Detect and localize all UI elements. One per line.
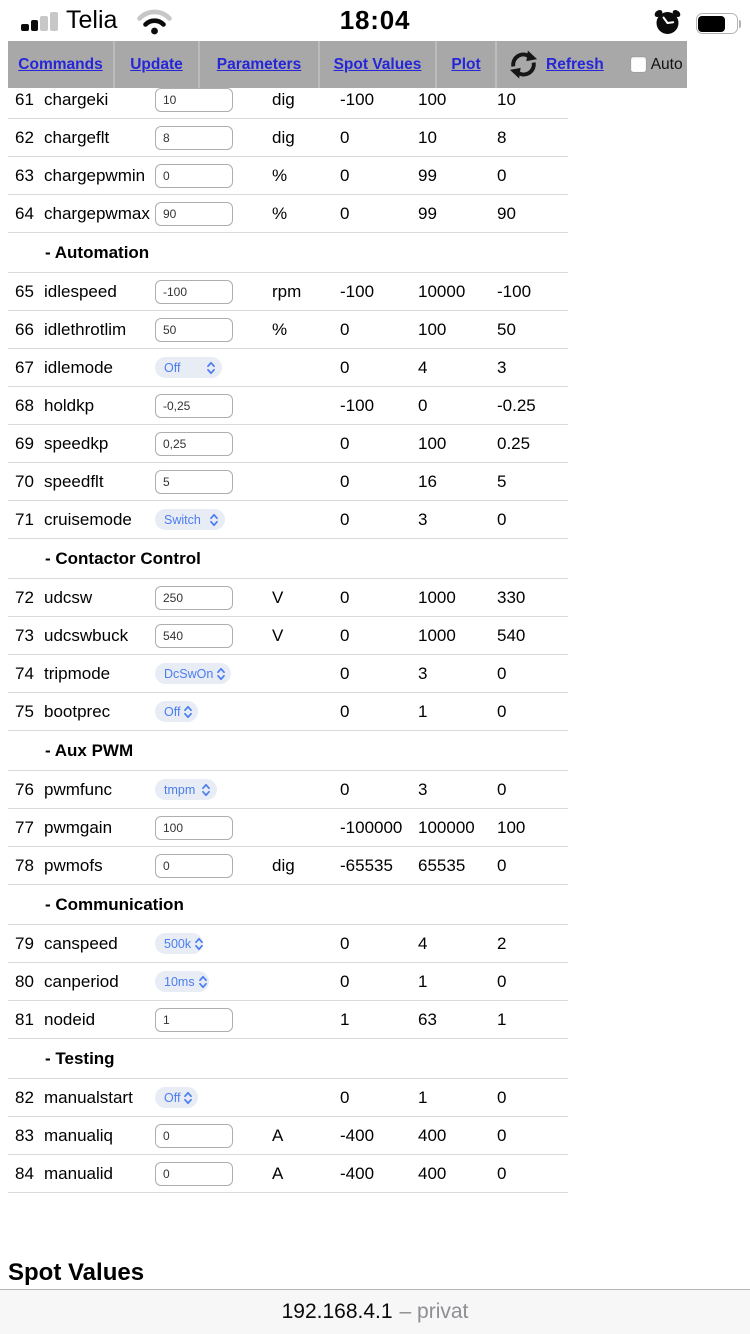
- param-value-select[interactable]: [155, 701, 198, 722]
- param-control-cell: [155, 318, 272, 342]
- param-control-cell: [155, 394, 272, 418]
- param-max: 3: [418, 663, 428, 683]
- parameter-row: [8, 425, 568, 463]
- section-header: - Communication: [8, 885, 568, 925]
- param-default: 540: [497, 625, 526, 645]
- param-default: 100: [497, 817, 526, 837]
- nav-link-commands[interactable]: Commands: [18, 55, 103, 73]
- param-name: chargeflt: [44, 127, 110, 147]
- param-number: 63: [15, 165, 34, 185]
- param-min: 0: [340, 779, 350, 799]
- param-value-select[interactable]: [155, 357, 222, 378]
- param-value-input[interactable]: [155, 1162, 233, 1186]
- param-min: -400: [340, 1163, 375, 1183]
- param-control-cell: [155, 701, 272, 722]
- section-header: - Aux PWM: [8, 731, 568, 771]
- status-bar: [0, 0, 750, 40]
- param-number: 62: [15, 127, 34, 147]
- select-chevron-icon: [195, 937, 203, 951]
- param-name: canspeed: [44, 933, 118, 953]
- param-default: 0: [497, 165, 507, 185]
- section-header: - Testing: [8, 1039, 568, 1079]
- param-name: bootprec: [44, 701, 111, 721]
- param-min: 0: [340, 587, 350, 607]
- parameter-row: [8, 925, 568, 963]
- param-value-input[interactable]: [155, 432, 233, 456]
- param-control-cell: [155, 933, 272, 954]
- param-number: 70: [15, 471, 34, 491]
- param-control-cell: [155, 816, 272, 840]
- param-max: 1: [418, 971, 428, 991]
- select-value-label: 500k: [164, 936, 192, 951]
- param-unit: V: [272, 587, 284, 607]
- param-number: 80: [15, 971, 34, 991]
- param-control-cell: [155, 357, 272, 378]
- param-min: -400: [340, 1125, 375, 1145]
- param-default: 90: [497, 203, 516, 223]
- param-max: 1000: [418, 587, 456, 607]
- nav-link-parameters[interactable]: Parameters: [216, 55, 302, 73]
- param-max: 16: [418, 471, 437, 491]
- param-value-select[interactable]: [155, 933, 203, 954]
- parameter-row: [8, 463, 568, 501]
- navbar: [8, 41, 687, 88]
- param-control-cell: [155, 470, 272, 494]
- param-number: 65: [15, 281, 34, 301]
- param-min: 0: [340, 203, 350, 223]
- param-unit: dig: [272, 89, 295, 109]
- param-value-input[interactable]: [155, 586, 233, 610]
- param-unit: %: [272, 203, 288, 223]
- param-control-cell: [155, 164, 272, 188]
- url-privacy-label: – privat: [399, 1300, 469, 1323]
- param-value-input[interactable]: [155, 470, 233, 494]
- param-default: 0: [497, 663, 507, 683]
- parameter-row: [8, 501, 568, 539]
- param-number: 68: [15, 395, 34, 415]
- param-default: -100: [497, 281, 532, 301]
- select-value-label: tmpm: [164, 782, 196, 797]
- param-number: 71: [15, 509, 34, 529]
- param-control-cell: [155, 509, 272, 530]
- param-min: -100: [340, 89, 375, 109]
- param-value-input[interactable]: [155, 1124, 233, 1148]
- param-max: 63: [418, 1009, 437, 1029]
- param-value-input[interactable]: [155, 126, 233, 150]
- parameter-row: [8, 387, 568, 425]
- param-value-input[interactable]: [155, 394, 233, 418]
- param-number: 75: [15, 701, 34, 721]
- param-number: 84: [15, 1163, 34, 1183]
- spot-values-heading: Spot Values: [8, 1259, 145, 1286]
- select-chevron-icon: [210, 513, 218, 527]
- param-unit: rpm: [272, 281, 302, 301]
- param-default: 0: [497, 1087, 507, 1107]
- param-name: manualstart: [44, 1087, 133, 1107]
- param-unit: A: [272, 1163, 284, 1183]
- param-name: cruisemode: [44, 509, 132, 529]
- parameter-row: [8, 195, 568, 233]
- param-number: 72: [15, 587, 34, 607]
- battery-level: [698, 16, 725, 32]
- url-bar[interactable]: [0, 1289, 750, 1334]
- section-header: - Contactor Control: [8, 539, 568, 579]
- param-default: -0.25: [497, 395, 536, 415]
- parameter-table: [8, 81, 568, 1193]
- param-value-select[interactable]: [155, 663, 231, 684]
- param-name: canperiod: [44, 971, 119, 991]
- param-value-input[interactable]: [155, 164, 233, 188]
- param-control-cell: [155, 971, 272, 992]
- select-chevron-icon: [202, 783, 210, 797]
- param-max: 10: [418, 127, 437, 147]
- param-number: 69: [15, 433, 34, 453]
- parameter-row: [8, 771, 568, 809]
- param-default: 0.25: [497, 433, 531, 453]
- param-max: 100: [418, 433, 447, 453]
- param-max: 100: [418, 319, 447, 339]
- param-number: 82: [15, 1087, 34, 1107]
- param-name: pwmfunc: [44, 779, 113, 799]
- nav-link-plot[interactable]: Plot: [451, 55, 481, 73]
- param-unit: V: [272, 625, 284, 645]
- nav-link-update[interactable]: Update: [130, 55, 183, 73]
- select-chevron-icon: [184, 705, 192, 719]
- param-name: tripmode: [44, 663, 111, 683]
- param-value-input[interactable]: [155, 816, 233, 840]
- auto-label: Auto: [650, 55, 683, 73]
- param-default: 3: [497, 357, 507, 377]
- param-min: 0: [340, 701, 350, 721]
- url-host-label: 192.168.4.1: [281, 1300, 393, 1323]
- param-min: 0: [340, 625, 350, 645]
- param-unit: dig: [272, 855, 295, 875]
- parameter-row: [8, 693, 568, 731]
- parameter-row: [8, 809, 568, 847]
- param-max: 100: [418, 89, 447, 109]
- param-control-cell: [155, 1087, 272, 1108]
- param-name: manualiq: [44, 1125, 113, 1145]
- param-min: 0: [340, 357, 350, 377]
- select-chevron-icon: [184, 1091, 192, 1105]
- param-name: speedflt: [44, 471, 104, 491]
- param-max: 4: [418, 357, 428, 377]
- param-max: 0: [418, 395, 428, 415]
- param-default: 0: [497, 855, 507, 875]
- param-min: 0: [340, 1087, 350, 1107]
- alarm-icon: [654, 8, 681, 36]
- param-number: 77: [15, 817, 34, 837]
- param-name: nodeid: [44, 1009, 96, 1029]
- param-number: 81: [15, 1009, 34, 1029]
- parameter-row: [8, 349, 568, 387]
- param-number: 79: [15, 933, 34, 953]
- param-max: 3: [418, 509, 428, 529]
- param-control-cell: [155, 280, 272, 304]
- param-number: 61: [15, 89, 34, 109]
- param-name: udcsw: [44, 587, 93, 607]
- param-default: 0: [497, 779, 507, 799]
- param-value-input[interactable]: [155, 1008, 233, 1032]
- parameter-row: [8, 1155, 568, 1193]
- param-unit: %: [272, 165, 288, 185]
- auto-checkbox[interactable]: [630, 56, 647, 73]
- param-min: -65535: [340, 855, 393, 875]
- select-value-label: DcSwOn: [164, 666, 214, 681]
- param-min: -100: [340, 281, 375, 301]
- time-label: 18:04: [339, 5, 411, 35]
- param-default: 1: [497, 1009, 507, 1029]
- param-value-input[interactable]: [155, 202, 233, 226]
- param-max: 99: [418, 203, 437, 223]
- param-default: 0: [497, 701, 507, 721]
- param-number: 67: [15, 357, 34, 377]
- param-name: chargepwmax: [44, 203, 150, 223]
- param-default: 2: [497, 933, 507, 953]
- param-default: 10: [497, 89, 516, 109]
- param-control-cell: [155, 1162, 272, 1186]
- param-number: 83: [15, 1125, 34, 1145]
- param-max: 99: [418, 165, 437, 185]
- param-max: 1: [418, 701, 428, 721]
- param-control-cell: [155, 586, 272, 610]
- param-unit: %: [272, 319, 288, 339]
- select-chevron-icon: [199, 975, 207, 989]
- parameter-row: [8, 1079, 568, 1117]
- select-value-label: 10ms: [164, 974, 195, 989]
- section-header: - Automation: [8, 233, 568, 273]
- param-control-cell: [155, 126, 272, 150]
- parameter-row: [8, 847, 568, 885]
- parameter-row: [8, 617, 568, 655]
- param-number: 78: [15, 855, 34, 875]
- param-name: chargeki: [44, 89, 109, 109]
- select-value-label: Off: [164, 1090, 181, 1105]
- parameter-row: [8, 119, 568, 157]
- param-name: idlethrotlim: [44, 319, 127, 339]
- param-control-cell: [155, 88, 272, 112]
- param-min: 0: [340, 971, 350, 991]
- param-value-input[interactable]: [155, 854, 233, 878]
- param-default: 0: [497, 1163, 507, 1183]
- param-name: speedkp: [44, 433, 109, 453]
- param-name: holdkp: [44, 395, 95, 415]
- param-min: 0: [340, 933, 350, 953]
- param-value-select[interactable]: [155, 1087, 198, 1108]
- param-max: 1: [418, 1087, 428, 1107]
- param-default: 8: [497, 127, 507, 147]
- param-max: 400: [418, 1125, 447, 1145]
- parameter-row: [8, 1001, 568, 1039]
- param-value-input[interactable]: [155, 624, 233, 648]
- param-default: 0: [497, 971, 507, 991]
- select-value-label: Off: [164, 360, 181, 375]
- param-value-input[interactable]: [155, 280, 233, 304]
- param-default: 0: [497, 509, 507, 529]
- param-control-cell: [155, 854, 272, 878]
- param-max: 100000: [418, 817, 475, 837]
- param-number: 76: [15, 779, 34, 799]
- param-default: 330: [497, 587, 526, 607]
- param-control-cell: [155, 1008, 272, 1032]
- param-min: -100000: [340, 817, 403, 837]
- param-min: 0: [340, 433, 350, 453]
- param-value-input[interactable]: [155, 88, 233, 112]
- param-max: 1000: [418, 625, 456, 645]
- param-unit: A: [272, 1125, 284, 1145]
- param-max: 65535: [418, 855, 466, 875]
- carrier-label: Telia: [66, 6, 118, 34]
- parameter-row: [8, 311, 568, 349]
- param-name: udcswbuck: [44, 625, 129, 645]
- param-max: 4: [418, 933, 428, 953]
- param-number: 73: [15, 625, 34, 645]
- param-max: 400: [418, 1163, 447, 1183]
- param-min: 0: [340, 127, 350, 147]
- param-value-select[interactable]: [155, 971, 209, 992]
- param-value-select[interactable]: [155, 509, 225, 530]
- param-min: 0: [340, 663, 350, 683]
- param-control-cell: [155, 663, 272, 684]
- param-name: pwmgain: [44, 817, 113, 837]
- select-chevron-icon: [217, 667, 225, 681]
- parameter-row: [8, 157, 568, 195]
- param-min: 0: [340, 319, 350, 339]
- param-default: 50: [497, 319, 516, 339]
- param-default: 5: [497, 471, 507, 491]
- param-name: chargepwmin: [44, 165, 146, 185]
- parameter-row: [8, 579, 568, 617]
- param-control-cell: [155, 779, 272, 800]
- param-default: 0: [497, 1125, 507, 1145]
- parameter-row: [8, 1117, 568, 1155]
- param-control-cell: [155, 432, 272, 456]
- param-number: 66: [15, 319, 34, 339]
- refresh-icon[interactable]: [508, 49, 539, 80]
- select-chevron-icon: [207, 361, 215, 375]
- param-name: idlemode: [44, 357, 113, 377]
- refresh-link[interactable]: Refresh: [546, 55, 604, 73]
- param-value-select[interactable]: [155, 779, 217, 800]
- param-number: 64: [15, 203, 34, 223]
- param-min: 0: [340, 509, 350, 529]
- select-value-label: Off: [164, 704, 181, 719]
- param-number: 74: [15, 663, 34, 683]
- param-value-input[interactable]: [155, 318, 233, 342]
- parameter-row: [8, 655, 568, 693]
- param-max: 10000: [418, 281, 466, 301]
- param-min: -100: [340, 395, 375, 415]
- param-unit: dig: [272, 127, 295, 147]
- param-name: idlespeed: [44, 281, 117, 301]
- param-control-cell: [155, 624, 272, 648]
- param-max: 3: [418, 779, 428, 799]
- param-min: 0: [340, 165, 350, 185]
- parameter-row: [8, 273, 568, 311]
- param-name: pwmofs: [44, 855, 103, 875]
- param-control-cell: [155, 1124, 272, 1148]
- battery-icon: [696, 13, 742, 34]
- param-min: 0: [340, 471, 350, 491]
- parameter-row: [8, 963, 568, 1001]
- param-name: manualid: [44, 1163, 113, 1183]
- param-min: 1: [340, 1009, 350, 1029]
- nav-link-spot-values[interactable]: Spot Values: [333, 55, 422, 73]
- select-value-label: Switch: [164, 512, 201, 527]
- param-control-cell: [155, 202, 272, 226]
